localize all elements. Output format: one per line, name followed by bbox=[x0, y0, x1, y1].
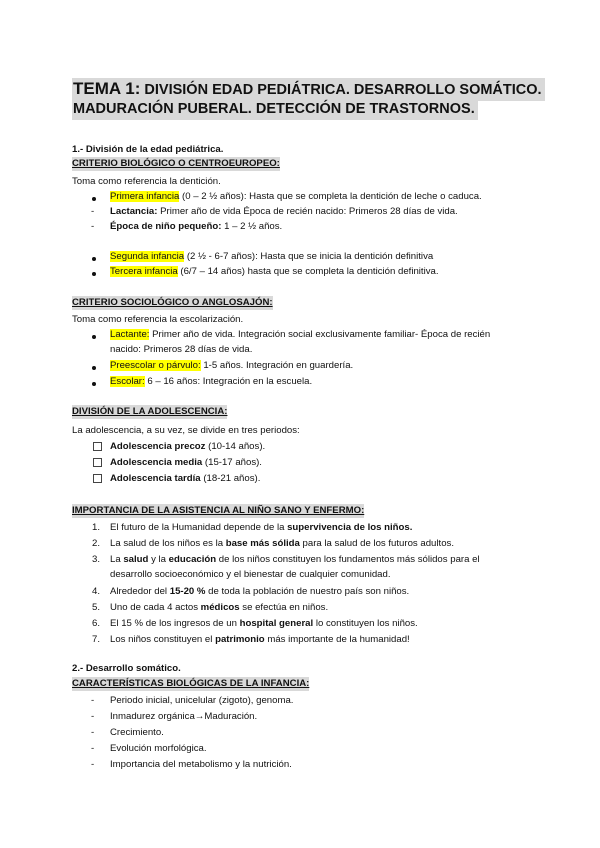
dash-marker: - bbox=[91, 727, 95, 738]
dash-marker: - bbox=[91, 759, 95, 770]
list-item bbox=[110, 472, 260, 486]
importancia-heading: IMPORTANCIA DE LA ASISTENCIA AL NIÑO SANO Y ENFERMO: bbox=[72, 505, 365, 516]
highlight-term: Preescolar o párvulo: bbox=[110, 360, 201, 371]
list-item bbox=[110, 190, 482, 204]
list-item bbox=[110, 633, 410, 647]
list-item bbox=[110, 617, 418, 631]
list-item: Evolución morfológica. bbox=[110, 743, 207, 754]
checkbox-icon bbox=[93, 458, 102, 467]
list-item bbox=[110, 601, 328, 615]
list-item bbox=[110, 440, 265, 454]
criterio-biologico-heading: CRITERIO BIOLÓGICO O CENTROEUROPEO: bbox=[72, 158, 280, 169]
list-item: Inmadurez orgánica→Maduración. bbox=[110, 711, 258, 722]
item-text: La salud de los niños es la bbox=[110, 538, 226, 549]
bullet-icon bbox=[92, 272, 96, 276]
adolescencia-heading: DIVISIÓN DE LA ADOLESCENCIA: bbox=[72, 406, 228, 417]
bold-term: Lactancia: bbox=[110, 206, 158, 217]
dash-marker: - bbox=[91, 206, 95, 217]
section-heading-1: 1.- División de la edad pediátrica. bbox=[72, 144, 224, 155]
item-text: lo constituyen los niños. bbox=[313, 618, 418, 629]
dash-marker: - bbox=[91, 695, 95, 706]
bold-term: médicos bbox=[200, 602, 240, 613]
bold-term: base más sólida bbox=[225, 538, 300, 549]
title-prefix: TEMA 1: bbox=[73, 79, 141, 98]
bold-term: Adolescencia precoz bbox=[110, 441, 206, 452]
item-text: (0 – 2 ½ años): Hasta que se completa la dentición de leche o caduca. bbox=[179, 191, 482, 202]
list-item: Importancia del metabolismo y la nutrición. bbox=[110, 759, 292, 770]
item-text: (15-17 años). bbox=[202, 457, 262, 468]
bold-term: hospital general bbox=[239, 618, 314, 629]
list-item bbox=[110, 456, 262, 470]
number-marker: 4. bbox=[92, 586, 101, 597]
item-text: Alrededor del bbox=[110, 586, 170, 597]
bullet-icon bbox=[92, 366, 96, 370]
item-text: Uno de cada 4 actos bbox=[110, 602, 201, 613]
highlight-term: Tercera infancia bbox=[110, 266, 178, 277]
item-text: Primer año de vida Época de recién nacido: Primeros 28 días de vida. bbox=[157, 206, 458, 217]
title-text-1: DIVISIÓN EDAD PEDIÁTRICA. DESARROLLO SOMÁTICO. bbox=[144, 82, 542, 98]
item-text: más importante de la humanidad! bbox=[264, 634, 410, 645]
highlight-term: Segunda infancia bbox=[110, 251, 185, 262]
item-text: (6/7 – 14 años) hasta que se completa la dentición definitiva. bbox=[177, 266, 439, 277]
list-item bbox=[110, 359, 353, 373]
checkbox-icon bbox=[93, 442, 102, 451]
bold-term: Adolescencia media bbox=[110, 457, 203, 468]
item-text: El futuro de la Humanidad depende de la bbox=[110, 522, 288, 533]
item-text: de los niños constituyen los fundamentos más sólidos para el bbox=[216, 554, 480, 565]
item-text: 1-5 años. Integración en guardería. bbox=[200, 360, 354, 371]
list-item bbox=[110, 537, 454, 551]
bullet-icon bbox=[92, 197, 96, 201]
item-text: se efectúa en niños. bbox=[239, 602, 329, 613]
doc-title-line2 bbox=[72, 99, 478, 120]
dash-marker: - bbox=[91, 711, 95, 722]
bullet-icon bbox=[92, 382, 96, 386]
criterio-biologico-intro: Toma como referencia la dentición. bbox=[72, 176, 221, 187]
item-text: para la salud de los futuros adultos. bbox=[299, 538, 454, 549]
number-marker: 6. bbox=[92, 618, 101, 629]
highlight-term: Primera infancia bbox=[110, 191, 180, 202]
item-text: Los niños constituyen el bbox=[110, 634, 216, 645]
criterio-sociologico-heading: CRITERIO SOCIOLÓGICO O ANGLOSAJÓN: bbox=[72, 297, 273, 308]
number-marker: 3. bbox=[92, 554, 101, 565]
bold-term: 15-20 % bbox=[169, 586, 206, 597]
list-item bbox=[110, 220, 282, 234]
item-text: de toda la población de nuestro país son niños. bbox=[205, 586, 410, 597]
number-marker: 5. bbox=[92, 602, 101, 613]
item-text: (2 ½ - 6-7 años): Hasta que se inicia la dentición definitiva bbox=[184, 251, 434, 262]
bold-term: educación bbox=[168, 554, 217, 565]
bold-term: salud bbox=[123, 554, 149, 565]
list-item bbox=[110, 521, 412, 535]
list-item bbox=[110, 553, 480, 567]
item-text: y la bbox=[148, 554, 169, 565]
bold-term: Adolescencia tardía bbox=[110, 473, 201, 484]
list-item bbox=[110, 375, 312, 389]
item-text: Primer año de vida. Integración social exclusivamente familiar- Época de recién bbox=[149, 329, 491, 340]
number-marker: 1. bbox=[92, 522, 101, 533]
caracteristicas-heading: CARACTERÍSTICAS BIOLÓGICAS DE LA INFANCIA: bbox=[72, 678, 310, 689]
item-text: 1 – 2 ½ años. bbox=[221, 221, 283, 232]
list-item: Periodo inicial, unicelular (zigoto), genoma. bbox=[110, 695, 294, 706]
doc-title-line1 bbox=[72, 78, 545, 101]
criterio-sociologico-intro: Toma como referencia la escolarización. bbox=[72, 314, 244, 325]
list-item-continuation: nacido: Primeros 28 días de vida. bbox=[110, 344, 253, 355]
number-marker: 7. bbox=[92, 634, 101, 645]
list-item-continuation: desarrollo socioeconómico y el bienestar de cualquier comunidad. bbox=[110, 569, 391, 580]
bold-term: Época de niño pequeño: bbox=[110, 221, 222, 232]
bullet-icon bbox=[92, 257, 96, 261]
item-text: 6 – 16 años: Integración en la escuela. bbox=[144, 376, 313, 387]
list-item bbox=[110, 328, 490, 342]
item-text: (18-21 años). bbox=[200, 473, 261, 484]
item-text: La bbox=[110, 554, 124, 565]
highlight-term: Escolar: bbox=[110, 376, 145, 387]
item-text: El 15 % de los ingresos de un bbox=[110, 618, 240, 629]
item-text: (10-14 años). bbox=[205, 441, 266, 452]
dash-marker: - bbox=[91, 743, 95, 754]
dash-marker: - bbox=[91, 221, 95, 232]
section-heading-2: 2.- Desarrollo somático. bbox=[72, 663, 181, 674]
list-item bbox=[110, 265, 439, 279]
highlight-term: Lactante: bbox=[110, 329, 150, 340]
list-item: Crecimiento. bbox=[110, 727, 164, 738]
adolescencia-intro: La adolescencia, a su vez, se divide en tres periodos: bbox=[72, 425, 300, 436]
list-item bbox=[110, 205, 458, 219]
list-item bbox=[110, 250, 433, 264]
list-item bbox=[110, 585, 409, 599]
title-text-2: MADURACIÓN PUBERAL. DETECCIÓN DE TRASTORNOS. bbox=[73, 101, 475, 117]
bold-term: patrimonio bbox=[215, 634, 265, 645]
checkbox-icon bbox=[93, 474, 102, 483]
bold-term: supervivencia de los niños. bbox=[287, 522, 413, 533]
bullet-icon bbox=[92, 335, 96, 339]
number-marker: 2. bbox=[92, 538, 101, 549]
